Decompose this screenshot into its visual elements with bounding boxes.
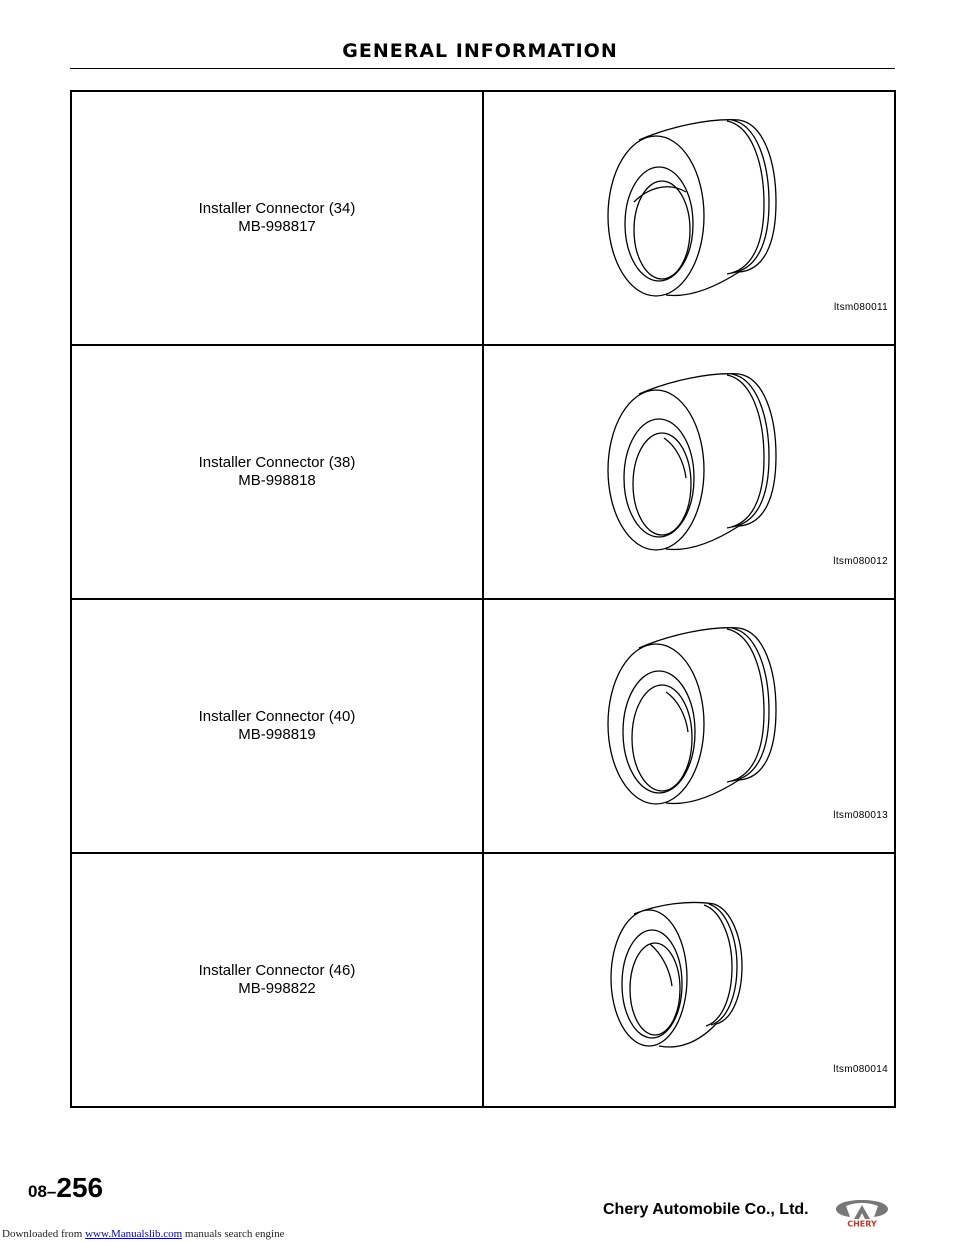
tool-image-cell	[483, 853, 895, 1107]
tool-name: Installer Connector (34)	[198, 200, 356, 217]
logo-wordmark: CHERY	[847, 1219, 877, 1227]
tool-part-number: MB-998817	[238, 218, 316, 235]
manualslib-link[interactable]: www.Manualslib.com	[85, 1228, 183, 1240]
tool-description-cell	[71, 91, 483, 345]
tool-image-cell	[483, 345, 895, 599]
table-row	[71, 599, 895, 853]
table-row	[71, 345, 895, 599]
image-reference-code: ltsm080014	[833, 1064, 888, 1075]
installer-connector-illustration	[604, 366, 784, 576]
download-prefix: Downloaded from	[2, 1228, 86, 1240]
company-name: Chery Automobile Co., Ltd.	[603, 1201, 809, 1218]
installer-connector-illustration	[604, 620, 784, 830]
tool-description-cell	[71, 599, 483, 853]
table-row	[71, 91, 895, 345]
image-reference-code: ltsm080013	[833, 810, 888, 821]
download-suffix: manuals search engine	[182, 1228, 285, 1240]
download-notice	[2, 1228, 284, 1240]
tool-name: Installer Connector (38)	[198, 454, 356, 471]
chery-logo-icon	[832, 1197, 892, 1227]
image-reference-code: ltsm080011	[834, 302, 888, 313]
installer-connector-illustration	[604, 874, 784, 1084]
image-reference-code: ltsm080012	[833, 556, 888, 567]
installer-connector-illustration	[604, 112, 784, 322]
header-divider	[70, 68, 895, 69]
special-tools-table	[70, 90, 896, 1108]
tool-name: Installer Connector (46)	[198, 962, 356, 979]
tool-name: Installer Connector (40)	[198, 708, 356, 725]
table-row	[71, 853, 895, 1107]
tool-part-number: MB-998822	[238, 980, 316, 997]
tool-image-cell	[483, 91, 895, 345]
page-header-title: GENERAL INFORMATION	[342, 40, 618, 62]
page-number-prefix: 08–	[28, 1182, 57, 1201]
tool-part-number: MB-998819	[238, 726, 316, 743]
tool-description-cell	[71, 853, 483, 1107]
tool-part-number: MB-998818	[238, 472, 316, 489]
tool-description-cell	[71, 345, 483, 599]
page-number	[28, 1172, 103, 1204]
page-number-value: 256	[56, 1172, 104, 1203]
tool-image-cell	[483, 599, 895, 853]
